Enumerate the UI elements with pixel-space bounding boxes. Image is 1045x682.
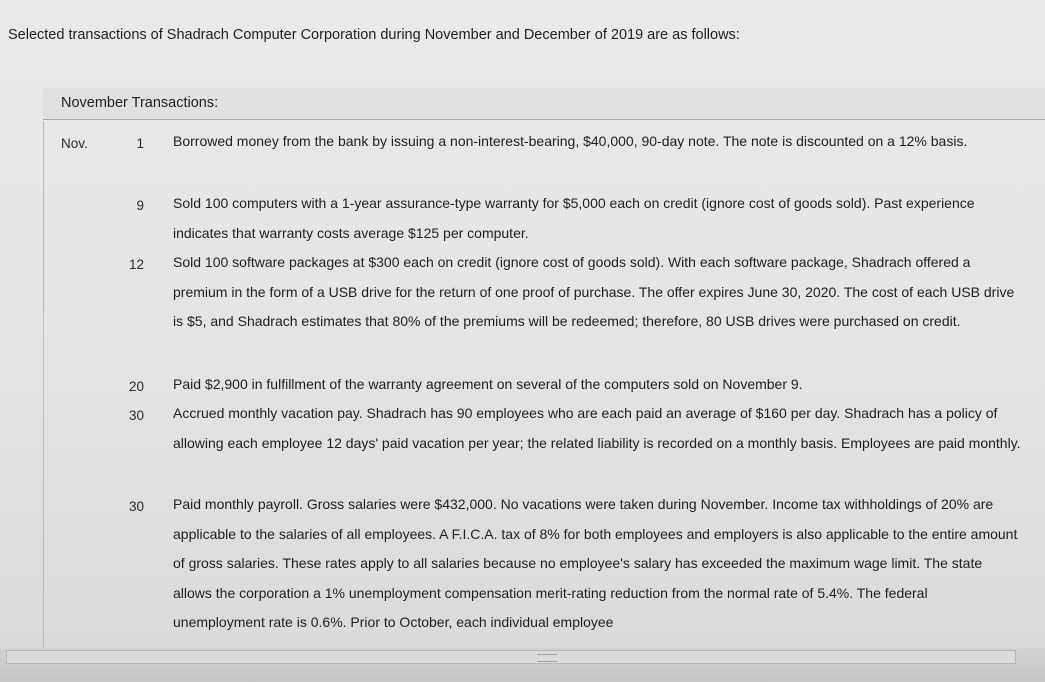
transaction-month: Nov. bbox=[61, 136, 88, 151]
transaction-day: 30 bbox=[128, 408, 144, 423]
horizontal-scrollbar[interactable] bbox=[6, 650, 1016, 664]
transaction-day: 12 bbox=[128, 257, 144, 272]
transaction-description: Borrowed money from the bank by issuing a non-interest-bearing, $40,000, 90-day note. The note is discounted on a 12% basis. bbox=[173, 133, 968, 149]
transaction-day: 1 bbox=[136, 136, 144, 151]
section-title: November Transactions: bbox=[61, 95, 219, 111]
transaction-day: 20 bbox=[128, 379, 144, 394]
transaction-day: 9 bbox=[136, 198, 144, 213]
section-header bbox=[43, 88, 1045, 120]
scrollbar-grip-icon[interactable] bbox=[537, 654, 557, 662]
transaction-description: Paid $2,900 in fulfillment of the warranty agreement on several of the computers sold on November 9. bbox=[173, 376, 803, 392]
intro-text: Selected transactions of Shadrach Computer Corporation during November and December of 2019 are as follows: bbox=[8, 27, 740, 43]
transaction-description: Sold 100 computers with a 1-year assurance-type warranty for $5,000 each on credit (ignore cost of goods sold). Past experience indicates that warranty costs average $125 per computer. bbox=[173, 195, 975, 241]
transaction-day: 30 bbox=[128, 499, 144, 514]
transactions-table bbox=[43, 121, 1045, 651]
transaction-description: Sold 100 software packages at $300 each on credit (ignore cost of goods sold). With each software package, Shadrach offered a premium in the form of a USB drive for the return of one proof of purchase. The offer expires June 30, 2020. The cost of each USB drive is $5, and Shadrach estimates that 80% of the premiums will be redeemed; therefore, 80 USB drives were purchased on credit. bbox=[173, 254, 1015, 329]
transaction-description: Paid monthly payroll. Gross salaries were $432,000. No vacations were taken during November. Income tax withholdings of 20% are applicable to the salaries of all employees. A F.I.C.A. tax of 8% for both employees and employers is also applicable to the entire amount of gross salaries. These rates apply to all salaries because no employee's salary has exceeded the maximum wage limit. The state allows the corporation a 1% unemployment compensation merit-rating reduction from the normal rate of 5.4%. The federal unemployment rate is 0.6%. Prior to October, each individual employee bbox=[173, 496, 1018, 630]
transaction-description: Accrued monthly vacation pay. Shadrach has 90 employees who are each paid an average of $160 per day. Shadrach has a policy of allowing each employee 12 days' paid vacation per year; the related liability is recorded on a monthly basis. Employees are paid monthly. bbox=[173, 405, 1021, 451]
